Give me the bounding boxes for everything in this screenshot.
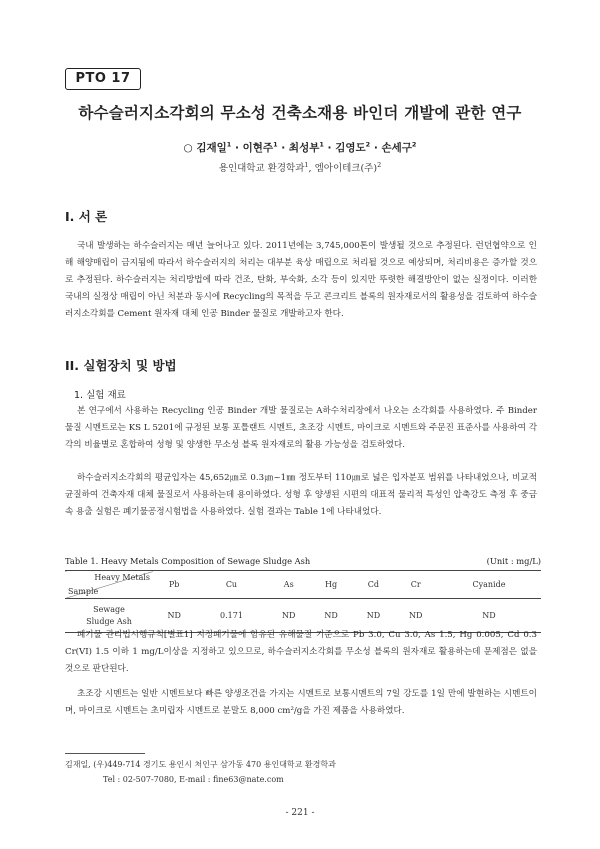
author-sup: 1 [226,140,232,149]
table-cell: 0.171 [195,599,267,633]
paper-title: 하수슬러지소각회의 무소성 건축소재용 바인더 개발에 관한 연구 [78,104,522,122]
author-sup: 2 [411,140,417,149]
affiliation: 엠아이테크(주) [314,163,378,174]
footnote-contact: Tel : 02-507-7080, E-mail : fine63@nate.com [103,775,284,784]
table-caption [65,556,541,566]
author-name: ○ 김재일 [183,142,227,154]
footnote-divider [65,753,145,754]
row-label-line: Sludge Ash [86,616,132,626]
table-cell: ND [437,599,541,633]
results-paragraph-1: 폐기물 관리법시행규칙[별표1] 지정폐기물에 함유된 유해물질 기준으로 Pb 3.0, Cu 3.0, As 1.5, Hg 0.005, Cd 0.3 Cr(VI) 1.5 이하 1 mg/L이상을 지정하고 있으므로, 하수슬러지소각회를 무소성 블록의 원자재로 활용하는데 문제점은 없을 것으로 판단된다. [65,630,537,674]
column-header: Cr [395,571,437,599]
table-cell: ND [352,599,394,633]
author-sup: 2 [365,140,371,149]
author-list: ○ 김재일$^1$ · 이현주$^1$ · 최성부$^1$ · 김영도$^2$ · 손세구$^2$ [183,140,417,154]
heavy-metals-table [65,570,541,633]
column-header: Hg [310,571,352,599]
author-name: 이현주 [242,142,274,154]
table-corner-cell [65,571,153,599]
session-badge: PTO 17 [65,68,141,90]
section-heading-methods: II. 실험장치 및 방법 [65,358,177,373]
footnote [65,757,336,787]
results-paragraph-2: 초조강 시멘트는 일반 시멘트보다 빠른 양생조건을 가지는 시멘트로 보통시멘트의 7일 강도를 1일 만에 발현하는 시멘트이며, 마이크로 시멘트는 초미립자 시멘트로 분말도 8,000 cm²/g을 가진 제품을 사용하였다. [65,689,537,716]
table-unit: (Unit : mg/L) [486,556,541,566]
corner-label-sample: Sample [68,587,99,596]
author-sup: 1 [319,140,324,149]
affiliation-sup: 1 [304,160,309,169]
author-name: 최성부 [288,142,320,154]
footnote-address: 김재일, (우)449-714 경기도 용인시 처인구 삼가동 470 용인대학교 환경학과 [65,760,336,769]
author-name: 손세구 [381,142,412,154]
column-header: Pb [153,571,195,599]
author-name: 김영도 [335,142,366,154]
row-label-line: Sewage [93,604,125,614]
table-cell: ND [268,599,310,633]
section-heading-introduction: I. 서 론 [65,209,108,224]
corner-label-heavy-metals: Heavy Metals [94,573,150,582]
column-header: Cu [195,571,267,599]
affiliation-sup: 2 [377,160,382,169]
table-cell: ND [310,599,352,633]
affiliation: 용인대학교 환경학과 [218,163,305,174]
materials-paragraph-1: 본 연구에서 사용하는 Recycling 인공 Binder 개발 물질로는 A하수처리장에서 나오는 소각회를 사용하였다. 주 Binder 물질 시멘트로는 KS L 5201에 규정된 보통 포틀랜트 시멘트, 초조강 시멘트, 마이크로 시멘트와 주문진 표준사를 사용하여 각각의 비율별로 혼합하여 성형 및 양생한 무소성 블록 원자재로의 활용 가능성을 검토하였다. [65,406,537,450]
page-number: - 221 - [285,808,315,818]
column-header: Cd [352,571,394,599]
affiliation-line: 용인대학교 환경학과$^1$, 엠아이테크(주)$^2$ [218,160,382,174]
introduction-paragraph: 국내 발생하는 하수슬러지는 매년 늘어나고 있다. 2011년에는 3,745,000톤이 발생될 것으로 추정된다. 런던협약으로 인해 해양매립이 금지됨에 따라서 하수슬러지의 처리는 대부분 육상 매립으로 처리될 것으로 예상되며, 처리비용은 증가할 것으로 추정된다. 하수슬러지는 처리방법에 따라 건조, 탄화, 부숙화, 소각 등이 있지만 뚜렷한 해결방안이 없는 실정이다. 이러한 국내의 실정상 매립이 아닌 처분과 동시에 Recycling의 목적을 두고 콘크리트 블록의 원자재로서의 활용성을 검토하여 하수슬러지소각회를 Cement 원자재 대체 인공 Binder 물질로 개발하고자 한다. [65,241,537,319]
table-title: Table 1. Heavy Metals Composition of Sewage Sludge Ash [65,556,311,566]
table-cell: ND [395,599,437,633]
column-header: Cyanide [437,571,541,599]
materials-paragraph-2: 하수슬러지소각회의 평균입자는 45,652㎛로 0.3㎛~1㎜ 정도부터 110㎛로 넓은 입자분포 범위를 나타내었으나, 비교적 균질하여 건축자재 대체 물질로서 사용하는데 용이하였다. 성형 후 양생된 시편의 대표적 물리적 특성인 압축강도 측정 후 중금속 용출 실험은 폐기물공정시험법을 사용하였다. 실험 결과는 Table 1에 나타내었다. [65,473,537,517]
author-sup: 1 [273,140,278,149]
table-header-row [65,571,541,599]
subsection-heading-materials: 1. 실험 재료 [74,390,126,401]
table-cell: ND [153,599,195,633]
column-header: As [268,571,310,599]
